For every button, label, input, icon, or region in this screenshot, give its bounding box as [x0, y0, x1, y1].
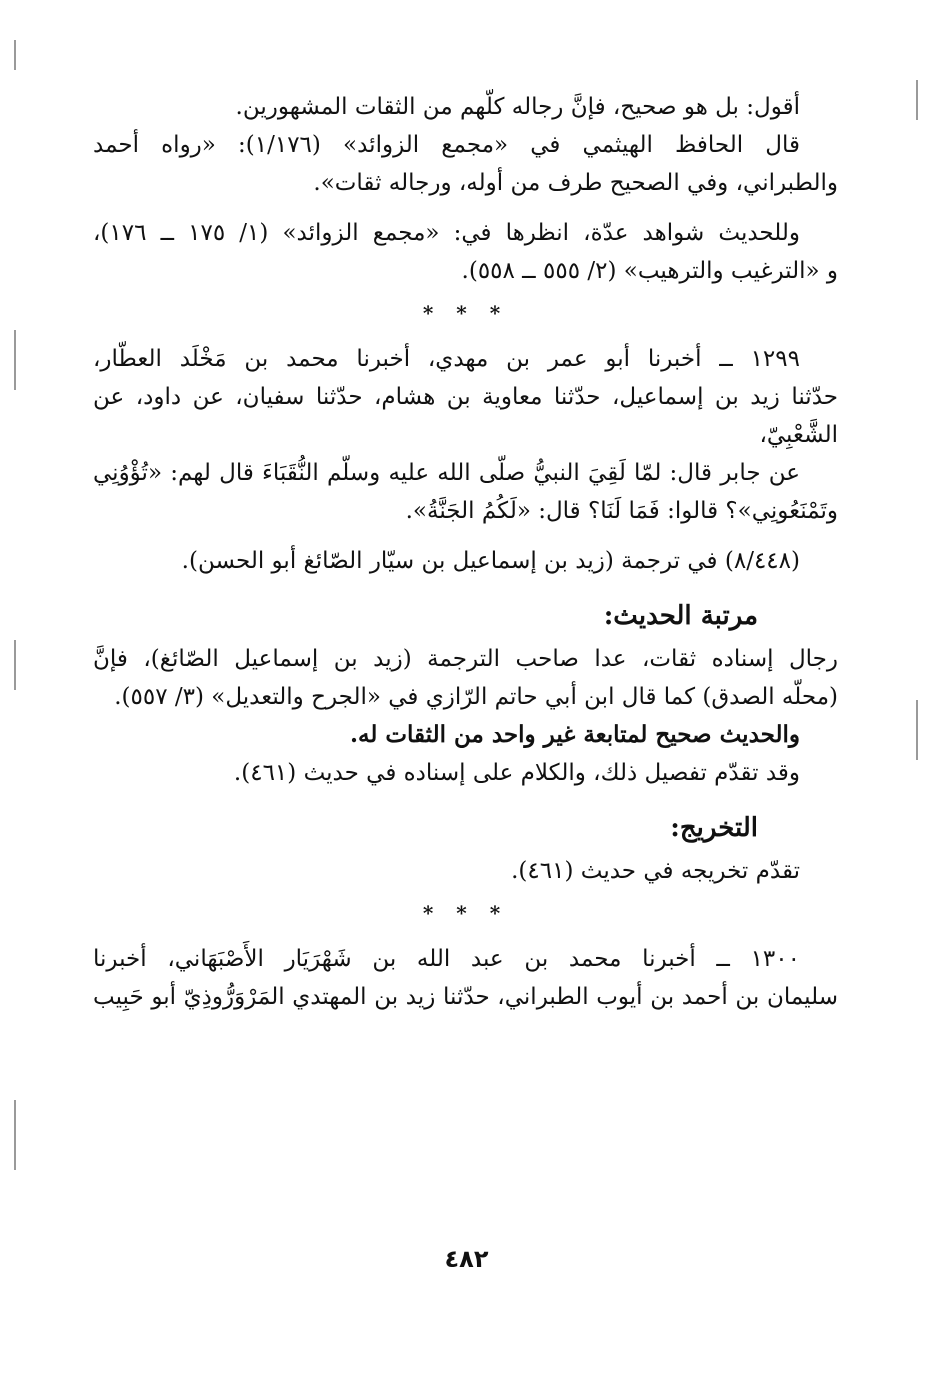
section-separator: * * * [422, 301, 509, 325]
text-line: و «الترغيب والترهيب» (٢/ ٥٥٥ ــ ٥٥٨). [461, 258, 838, 284]
paragraph-takhrij [93, 852, 838, 890]
text-line: ١٣٠٠ ــ أخبرنا محمد بن عبد الله بن شَهْرَيَار الأَصْبَهَاني، أخبرنا [93, 946, 800, 972]
text-line: رجال إسناده ثقات، عدا صاحب الترجمة (زيد بن إسماعيل الصّائغ)، فإنَّ [93, 646, 838, 672]
text-line: وتَمْنَعُونِي»؟ قالوا: فَمَا لَنَا؟ قال: «لَكُمُ الجَنَّةُ». [405, 498, 838, 524]
left-margin-mark [14, 640, 16, 690]
right-margin-mark [916, 700, 918, 760]
text-line: (محلّه الصدق) كما قال ابن أبي حاتم الرّازي في «الجرح والتعديل» (٣/ ٥٥٧). [114, 684, 838, 710]
text-line: سليمان بن أحمد بن أيوب الطبراني، حدّثنا زيد بن المهتدي المَرْوَرُّوذِيّ أبو حَبِيب [93, 984, 838, 1010]
hadith-1300-isnad [93, 940, 838, 1016]
text-line: تقدّم تخريجه في حديث (٤٦١). [511, 858, 800, 884]
hadith-1299-isnad [93, 340, 838, 454]
hadith-1299-matn [93, 454, 838, 530]
page-body [93, 88, 838, 1016]
text-line: وللحديث شواهد عدّة، انظرها في: «مجمع الزوائد» (١/ ١٧٥ ــ ١٧٦)، [93, 220, 800, 246]
paragraph-aqool [93, 88, 838, 126]
text-line: أقول: بل هو صحيح، فإنَّ رجاله كلّهم من الثقات المشهورين. [235, 94, 800, 120]
heading-hadith-rank: مرتبة الحديث: [603, 601, 758, 631]
left-margin-mark [14, 330, 16, 390]
heading-takhrij: التخريج: [670, 813, 758, 843]
text-line: ١٢٩٩ ــ أخبرنا أبو عمر بن مهدي، أخبرنا محمد بن مَخْلَد العطّار، [93, 346, 800, 372]
left-margin-mark [14, 1100, 16, 1170]
text-line: والحديث صحيح لمتابعة غير واحد من الثقات له. [350, 721, 800, 748]
paragraph-rank [93, 640, 838, 792]
text-line: والطبراني، وفي الصحيح طرف من أوله، ورجاله ثقات». [313, 170, 838, 196]
paragraph-haythami [93, 126, 838, 202]
page-number: ٤٨٢ [444, 1245, 489, 1273]
text-line: الشَّعْبِيّ، [759, 422, 838, 448]
text-line: عن جابر قال: لمّا لَقِيَ النبيُّ صلّى الله عليه وسلّم النُّقَبَاءَ قال لهم: «تُؤْوُنِي [93, 460, 800, 486]
paragraph-shawahid [93, 214, 838, 290]
section-separator: * * * [422, 901, 509, 925]
text-line: قال الحافظ الهيثمي في «مجمع الزوائد» (١/١٧٦): «رواه أحمد [93, 132, 800, 158]
right-margin-mark [916, 80, 918, 120]
text-line: حدّثنا زيد بن إسماعيل، حدّثنا معاوية بن هشام، حدّثنا سفيان، عن داود، عن [93, 384, 838, 410]
left-margin-mark [14, 40, 16, 70]
text-line: وقد تقدّم تفصيل ذلك، والكلام على إسناده في حديث (٤٦١). [233, 760, 800, 786]
hadith-1299-reference [93, 542, 838, 580]
text-line: (٨/٤٤٨) في ترجمة (زيد بن إسماعيل بن سيّار الصّائغ أبو الحسن). [181, 548, 800, 574]
